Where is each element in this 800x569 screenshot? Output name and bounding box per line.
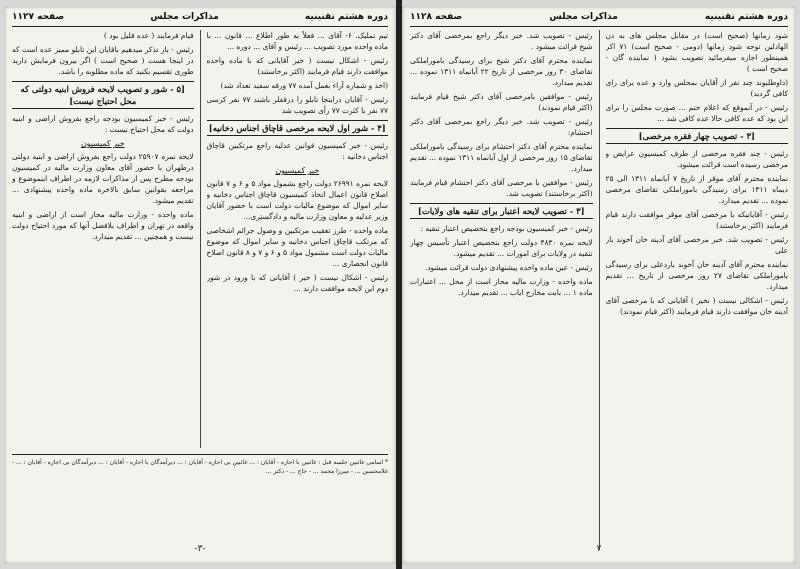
paragraph: رئیس - در آنموقع که اعلام ختم ... صورت مجلس را برای این بود که عده کافی حالا عده کافی شد ... — [605, 103, 788, 123]
left-page — [4, 6, 396, 564]
paragraph: رئیس - تصویب شد. خبر دیگر راجع بمرخصی آقای دکتر شیخ قرائت میشود . — [410, 31, 593, 51]
page-header — [12, 10, 388, 24]
subheading: خبر کمیسیون — [80, 139, 125, 148]
paragraph: رئیس - عین ماده واحده پیشنهادی دولت قرائت میشود. — [424, 263, 593, 272]
paragraph: لایحه نمره ۲۵۹۰۷ دولت راجع بفروش اراضی و ابنیه دولتی درطهران با حضور آقای معاون وزارت مالیه در کمیسیون بودجه مطرح پس از مذاکرات لازمه در اطراف اینموضوع و مراجعه بقوانین سابق بالاخره ماده واحده پیشنهادی ... تقدیم میشود. — [12, 152, 194, 205]
section-heading: [۳ - تصویب لایحه اعتبار برای تنقیه های ولایات] — [410, 203, 593, 219]
paragraph: رئیس - چند فقره مرخصی از طرف کمیسیون عرایض و مرخصی رسیده است قرائت میشود. — [605, 149, 788, 169]
paragraph: رئیس - تصویب شد. خبر دیگر راجع بمرخصی آقای دکتر احتشام: — [410, 117, 593, 137]
page-header — [410, 10, 788, 24]
column-divider — [599, 30, 600, 550]
paragraph: نماینده محترم آقای دکتر شیخ برای رسیدگی باموراملکی تقاضای ۳۰ روز مرخصی از تاریخ ۲۲ آبانماه ۱۳۱۱ نموده ... تقدیم میدارد. — [410, 56, 593, 87]
paragraph: لایحه نمره ۴۸۳۰ دولت راجع بتخصیص اعتبار تأسیس چهار تنقیه در ولایات برای امورات ... تقدیم میشود. — [410, 238, 593, 258]
column-right — [606, 30, 789, 550]
paragraph: رئیس - موافقین با مرخصی آقای دکتر احتشام قیام فرمایند (اکثر برخاستند) تصویب شد. — [410, 178, 593, 198]
column-left — [410, 30, 593, 550]
paragraph: رئیس - باز تذکر میدهیم باقایان این تابلو ممیز عده است که در اینجا هست ( صحیح است ) اگر بیرون فرمایش دارید طوری تقسیم بکنید که ماده مطلوبه را باشد. — [12, 45, 194, 76]
section-heading: [۴ - شور اول لایحه مرخصی قاچاق اجناس دخانیه] — [207, 120, 389, 136]
section-heading: [۵ - شور و تصویب لایحه فروش ابنیه دولتی که محل احتیاج نیست] — [12, 81, 194, 109]
page-folio: -۳- — [194, 544, 206, 554]
paragraph: نماینده محترم آقای آدینه خان آخوند باردعلی برای رسیدگی باموراملکی تقاضای ۲۷ روز مرخصی از تاریخ ... تقدیم میدارد. — [605, 260, 788, 291]
header-rule — [12, 26, 388, 27]
paragraph: رئیس - آقایان دراینجا تابلو را درقفلر باشند ۷۷ نفر کرسی ۷۷ نفر با کثرت ۷۷ رأی تصویب شد — [206, 95, 388, 115]
paragraph: (داوطلبوند چند نفر از آقایان بمجلس وارد و عده برای رای کافی گردید) — [605, 78, 788, 98]
paragraph: رئیس - اشکال نیست ( خیر آقایانی که با ماده واحده موافقت دارند قیام فرمایند (اکثر برخاستند) — [206, 56, 388, 76]
paragraph: رئیس - تصویب شد. خبر مرخصی آقای آدینه خان آخوند بار علی — [605, 235, 788, 255]
right-page — [402, 6, 796, 564]
header-rule — [410, 26, 788, 27]
paragraph: ماده واحده - طرز تعقیب مرتکبین و وصول جرائم اشخاصی که مرتکب قاچاق اجناس دخانیه و سایر اموال که موضوع مالیات دولت است مشمول مواد ۵ و ۶ و ۷ و ۸ قانون اصلاح قانون انحصاری ... — [206, 226, 388, 268]
header-issue: دوره هشتم تقنینیه — [704, 12, 788, 22]
paragraph: رئیس - اشکالی نیست ( نخیر ) آقایانی که با مرخصی آقای آدینه خان موافقت دارند قیام فرمایند (اکثر قیام نمودند) — [605, 296, 788, 316]
paragraph: شود زمانها (صحیح است) در مقابل مجلس های به دن الهادلین توجه شود زمانها (دومی - صحیح است) ۷۱ اکر همینطور اجازه میفرمائید تصویب بشود ( نماینده گان - صحیح است ) — [605, 31, 788, 73]
subheading: خبر کمیسیون — [275, 166, 320, 175]
page-folio: ۲ — [596, 544, 602, 554]
text-columns — [410, 30, 788, 550]
paragraph: رئیس - اشکال نیست ( خیر ) آقایانی که با ورود در شور دوم این لایحه موافقت دارند ... — [206, 273, 388, 293]
paragraph: رئیس - خبر کمیسیون بودجه راجع بتخصیص اعتبار تنقیه : — [420, 224, 593, 233]
column-divider — [200, 30, 201, 448]
paragraph: نماینده محترم آقای موقر از تاریخ ۷ آبانماه ۱۳۱۱ الی ۲۵ دیماه ۱۳۱۱ برای رسیدگی باموراملکی تقاضای مرخصی نموده ... تقدیم میدارد. — [605, 174, 788, 205]
header-issue: دوره هشتم تقنینیه — [304, 12, 388, 22]
column-left — [12, 30, 194, 448]
paragraph: تیم تملیک. ۶- آقای ... فعلاً به طور اطلاع ... قانون ... با ماده واحده مورد تصویب ... رئیس و آقای ... دوره ... — [206, 31, 388, 51]
header-page-number: صفحه ۱۱۲۷ — [12, 12, 65, 22]
text-columns — [12, 30, 388, 448]
header-title: مذاکرات مجلس — [549, 12, 618, 22]
paragraph: لایحه نمره ۲۶۹۹۱ دولت راجع بشمول مواد ۵ و ۶ و ۷ قانون اصلاح قانون اعمال اتخاذ کمیسیون قاچاق اجناس دخانیه و سایر اموال که موضوع مالیات دولت است با حضور آقایان وزیر عدلیه و معاون وزارت مالیه و دادگستری... — [206, 179, 388, 221]
header-page-number: صفحه ۱۱۲۸ — [410, 12, 463, 22]
paragraph: رئیس - موافقین بامرخصی آقای دکتر شیخ قیام فرمایند (اکثر قیام نمودند) — [410, 92, 593, 112]
paragraph: رئیس - آقایانیکه با مرخصی آقای موقر موافقت دارند قیام فرمایند (اکثر برخاستند) — [605, 210, 788, 230]
footnotes: * اسامی غائبین جلسه قبل : غائبین با اجازه - آقایان : ... غائبین بی اجازه - آقایان : ... دیرآمدگان با اجازه - آقایان : ... دیرآمدگان بی اجازه - آقایان : ... - غلامحسین ... - میرزا محمد ... - حاج ... - دکتر ... — [12, 459, 388, 475]
section-heading: [۳ - تصویب چهار فقره مرخصی] — [606, 128, 789, 144]
paragraph: نماینده محترم آقای دکتر احتشام برای رسیدگی باموراملکی تقاضای ۱۵ روز مرخصی از اول آبانماه ۱۳۱۱ نموده ... تقدیم میدارد. — [410, 142, 593, 173]
paragraph: (اخذ و شماره آراء بعمل آمده ۷۷ ورقه سفید تعداد شد) — [220, 81, 388, 90]
paragraph: ماده واحده - وزارت مالیه مجاز است از اراضی و ابنیه واقعه در تهران و اطراف بلافصل آنها که مورد احتیاج دولت نیست و همچنین ... تقدیم میدارد. — [12, 210, 194, 241]
paragraph: رئیس - خبر کمیسیون قوانین عدلیه راجع مرتکبین قاچاق اجناس دخانیه : — [206, 141, 388, 161]
paragraph: قیام فرمایند ( عده قلیل بود ) — [103, 31, 194, 40]
paragraph: رئیس - خبر کمیسیون بودجه راجع بفروش اراضی و ابنیه دولت که محل احتیاج نیست : — [12, 114, 194, 134]
paragraph: ماده واحده - وزارت مالیه مجاز است از محل ... اعتبارات ماده ۱ ... بابت مخارج ایاب ... تقدیم میدارد. — [410, 277, 593, 297]
column-right — [207, 30, 389, 448]
header-title: مذاکرات مجلس — [150, 12, 219, 22]
footnote-rule — [12, 454, 388, 455]
